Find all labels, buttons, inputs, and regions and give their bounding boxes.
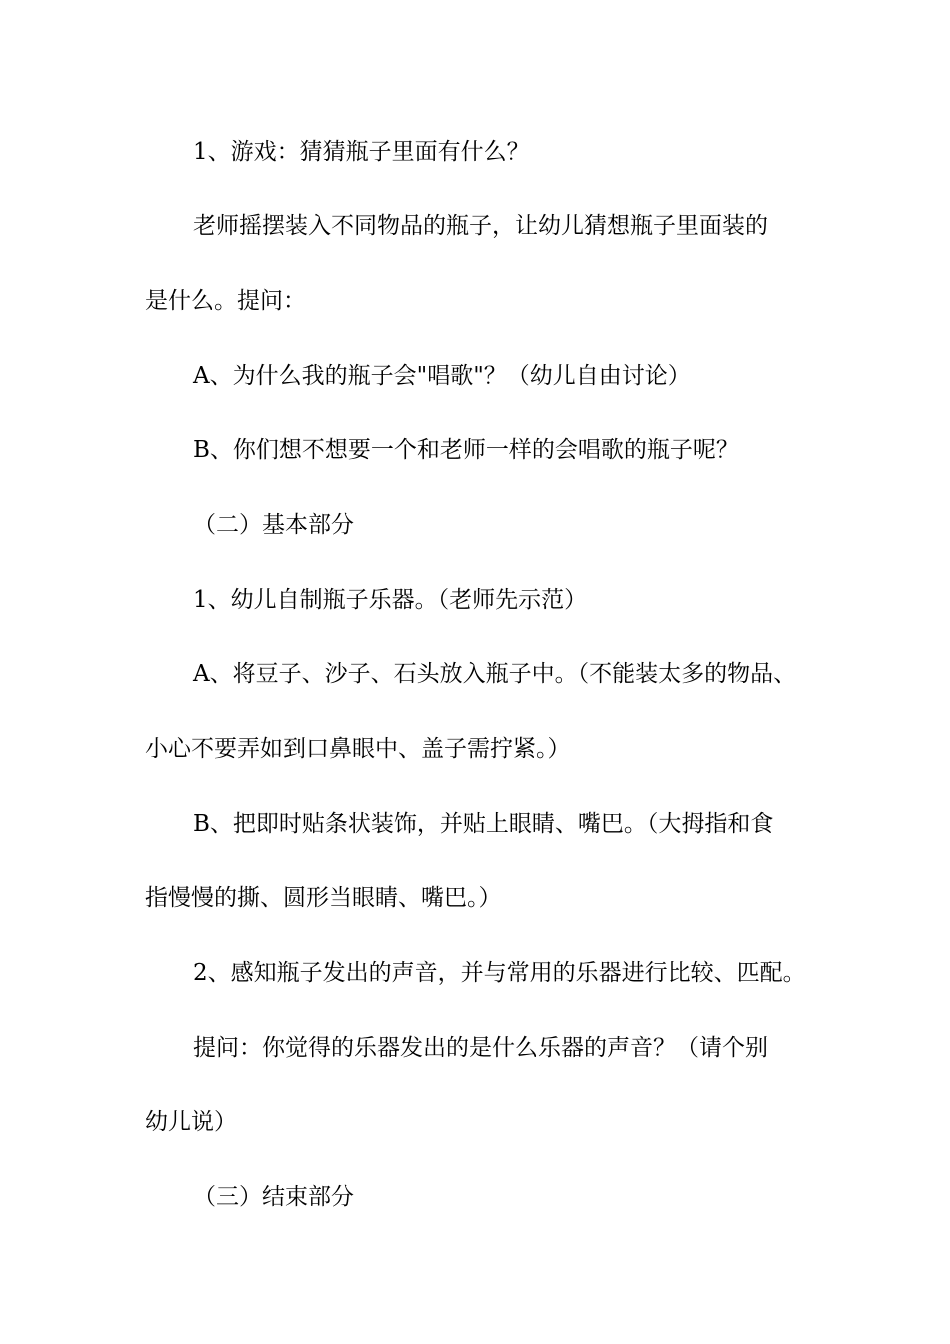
step-heading: 2、感知瓶子发出的声音，并与常用的乐器进行比较、匹配。 bbox=[193, 960, 806, 986]
section-heading-end: （三）结束部分 bbox=[193, 1184, 354, 1210]
paragraph-line: 老师摇摆装入不同物品的瓶子，让幼儿猜想瓶子里面装的 bbox=[193, 213, 768, 239]
question-b: B、你们想不想要一个和老师一样的会唱歌的瓶子呢？ bbox=[193, 437, 739, 463]
section-heading-basic: （二）基本部分 bbox=[193, 512, 354, 538]
step-heading: 1、幼儿自制瓶子乐器。（老师先示范） bbox=[193, 587, 588, 613]
paragraph-line: B、把即时贴条状装饰，并贴上眼睛、嘴巴。（大拇指和食 bbox=[193, 811, 774, 837]
paragraph-line: 是什么。提问： bbox=[145, 288, 306, 314]
question-a: A、为什么我的瓶子会"唱歌"？（幼儿自由讨论） bbox=[193, 363, 691, 389]
paragraph-line: 幼儿说） bbox=[145, 1109, 237, 1135]
game-heading: 1、游戏：猜猜瓶子里面有什么？ bbox=[193, 139, 530, 165]
paragraph-line: 提问：你觉得的乐器发出的是什么乐器的声音？（请个别 bbox=[193, 1035, 768, 1061]
paragraph-line: A、将豆子、沙子、石头放入瓶子中。（不能装太多的物品、 bbox=[193, 661, 797, 687]
paragraph-line: 小心不要弄如到口鼻眼中、盖子需拧紧。） bbox=[145, 736, 571, 762]
paragraph-line: 指慢慢的撕、圆形当眼睛、嘴巴。） bbox=[145, 885, 502, 911]
